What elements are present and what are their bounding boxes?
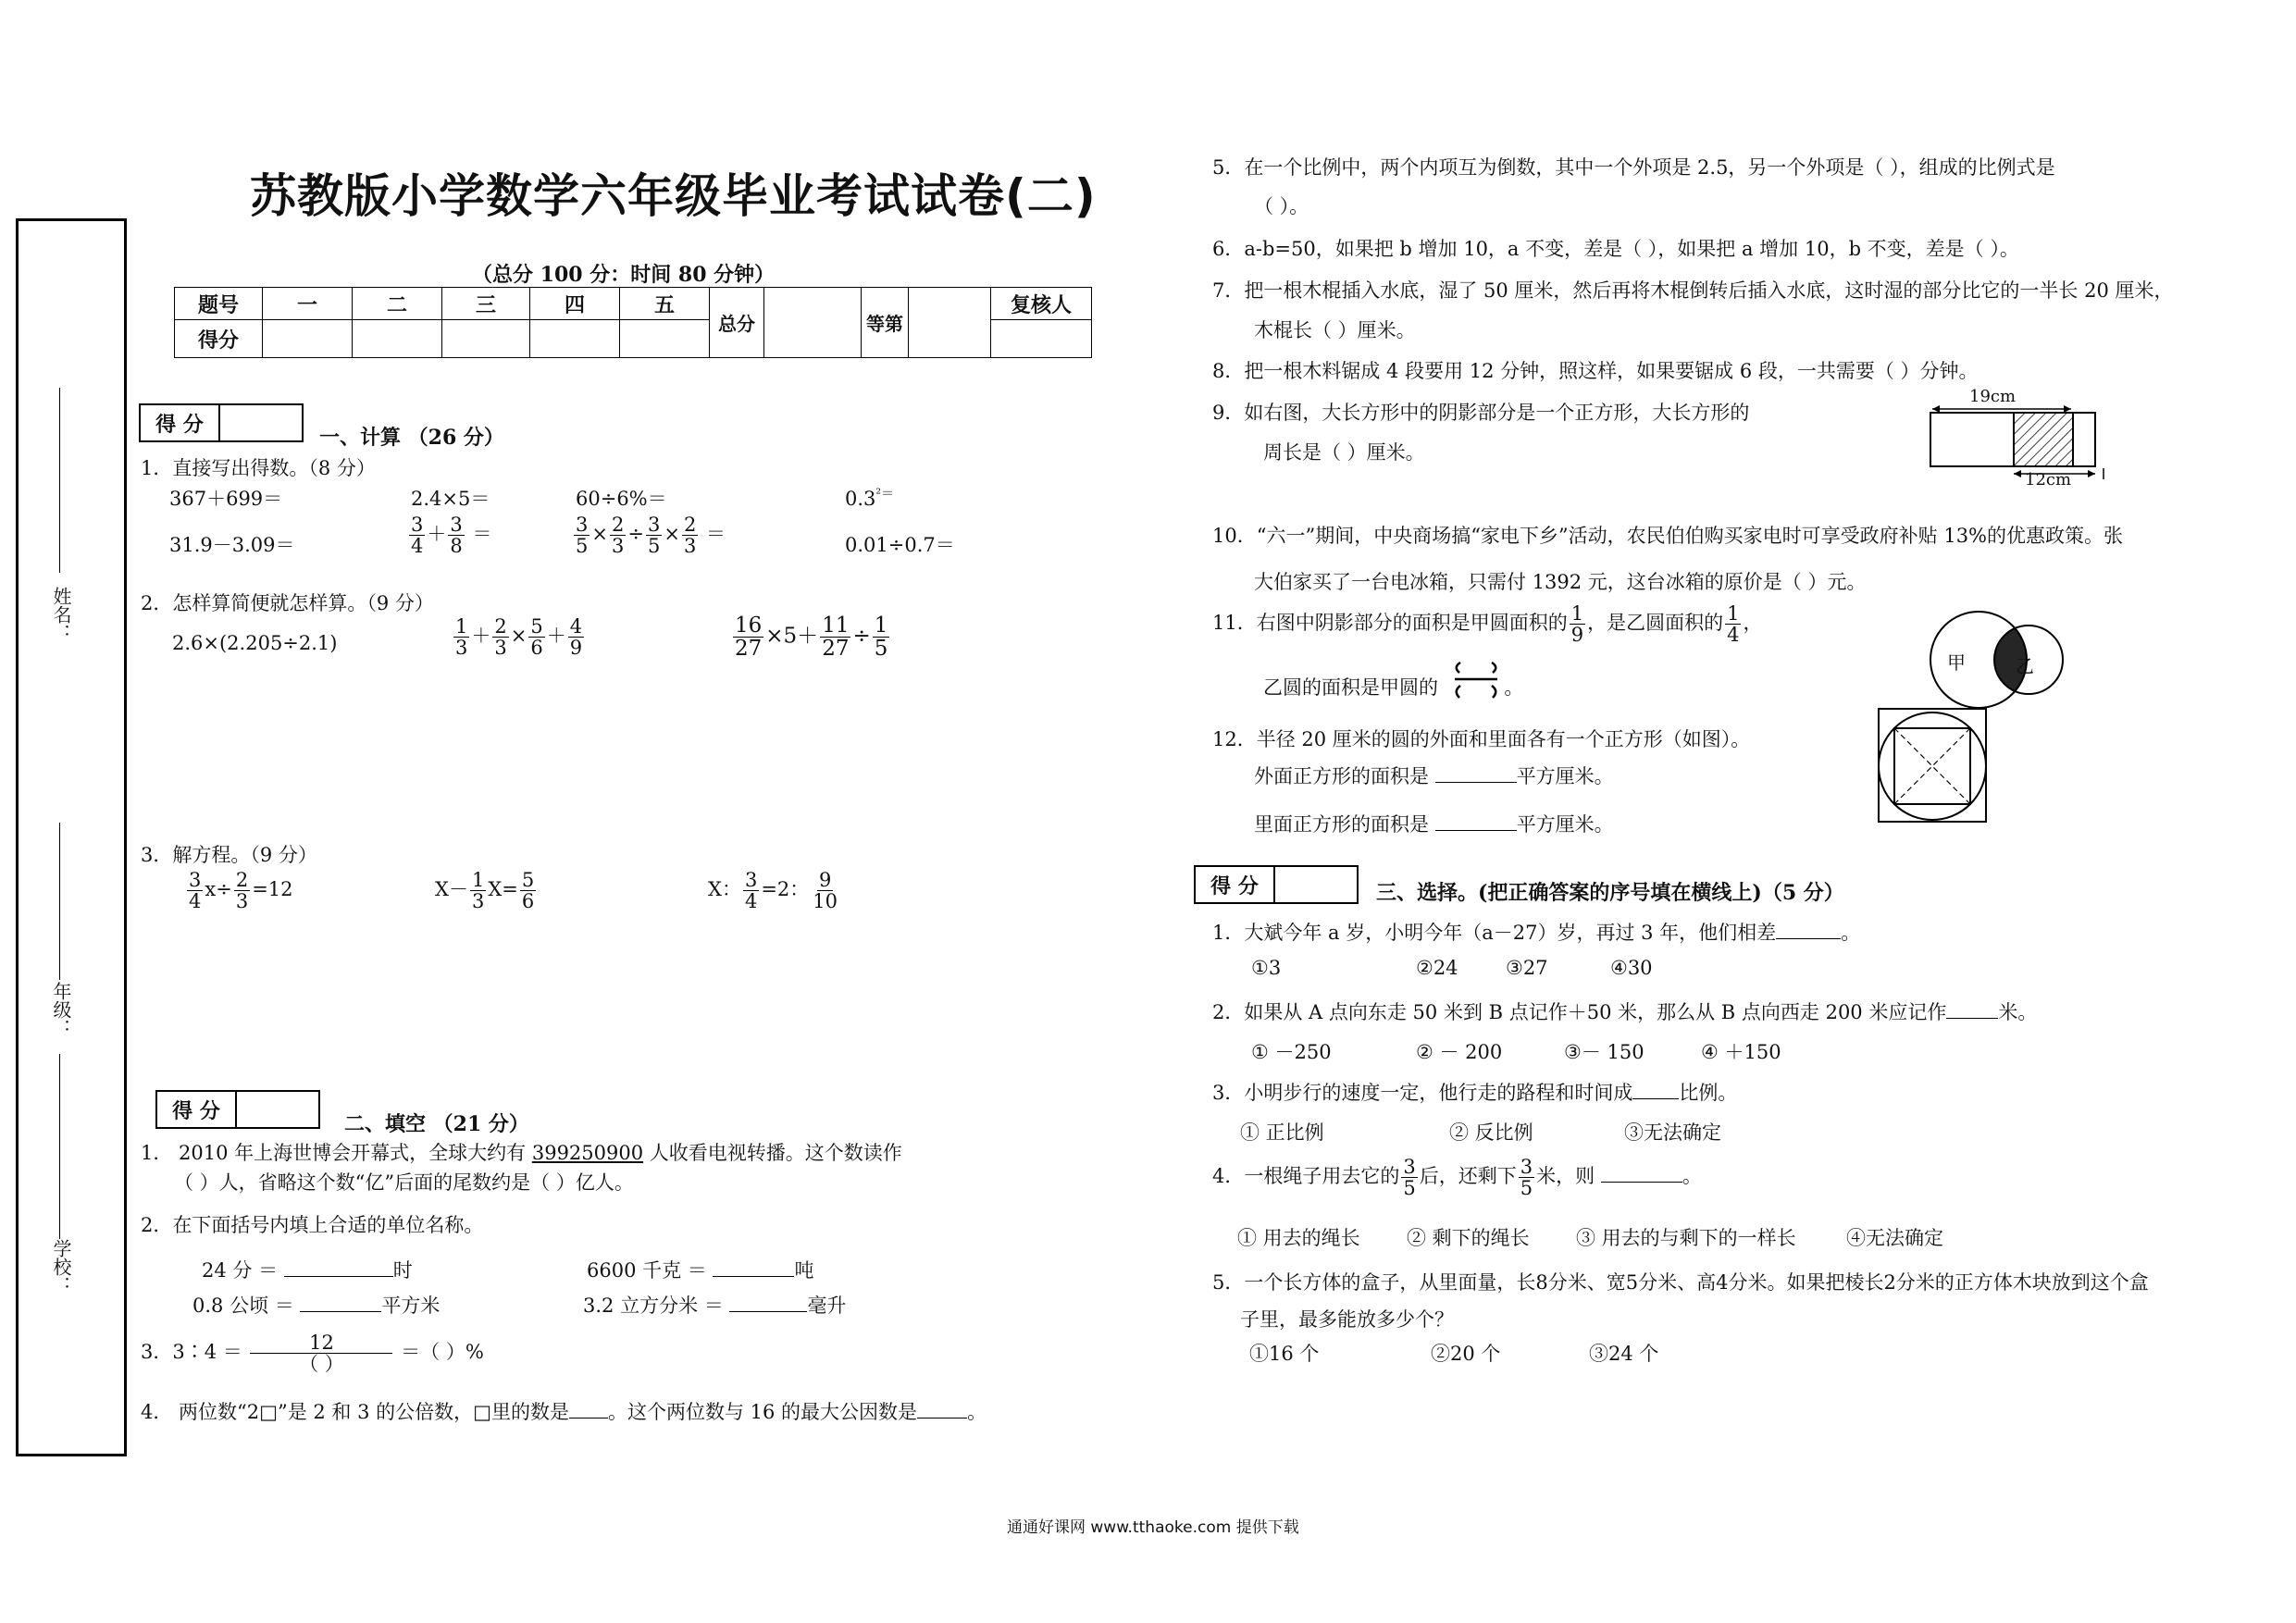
eq-text: x÷	[205, 878, 232, 901]
den: 8	[450, 535, 463, 558]
fill-blank[interactable]	[1435, 782, 1517, 783]
num: 3	[744, 869, 758, 891]
num: 12	[250, 1332, 392, 1354]
circle-b-label: 乙	[2016, 655, 2034, 677]
fill-q12-text: 平方厘米。	[1516, 813, 1614, 836]
circle-a-label: 甲	[1947, 651, 1966, 674]
fill-q5-blank[interactable]: （ ）。	[1254, 195, 1309, 217]
den: 5	[647, 535, 661, 558]
fill-q11-text: 。	[1504, 676, 1524, 699]
choice-q4-text: 。	[1682, 1165, 1702, 1188]
fill-q11	[1212, 603, 1762, 645]
unit-item	[587, 1256, 813, 1283]
calc-item: 31.9－3.09＝	[169, 534, 295, 556]
unit-text: 3.2 立方分米 ＝	[583, 1295, 724, 1317]
fill-q12-text: 平方厘米。	[1516, 765, 1614, 787]
fill-q5: 5．在一个比例中，两个内项互为倒数，其中一个外项是 2.5，另一个外项是（ ），组成的比例式是	[1212, 156, 2055, 179]
op: ×	[664, 523, 680, 546]
op: ＋	[546, 625, 566, 648]
calc-fraction-expr	[572, 514, 726, 556]
den[interactable]: （ ）	[299, 1353, 344, 1376]
choice-q4-text: 后，还剩下	[1419, 1165, 1517, 1188]
op: ÷	[627, 523, 644, 546]
school-label: 学校：	[50, 1239, 72, 1295]
den: 10	[813, 890, 838, 913]
score-cell[interactable]	[353, 320, 442, 358]
score-table-row-label: 得分	[175, 320, 263, 358]
unit-name: 平方米	[381, 1295, 441, 1317]
den: 6	[530, 637, 543, 660]
section-2-heading: 二、填空 （21 分）	[344, 1112, 529, 1136]
num: 16	[735, 613, 763, 638]
score-table-cell: 题号	[175, 288, 263, 320]
choice-q1	[1212, 918, 1860, 946]
den: 9	[569, 637, 583, 660]
score-table-cell: 二	[353, 288, 442, 320]
score-box-blank[interactable]	[237, 1092, 318, 1127]
fill-q4-text: 。	[967, 1401, 987, 1423]
den: 4	[744, 890, 758, 913]
den: 9	[1570, 624, 1584, 647]
answer-blank[interactable]	[1601, 1182, 1682, 1183]
choice-q5: 5．一个长方体的盒子，从里面量，长8分米、宽5分米、高4分米。如果把棱长2分米的正方体木块放到这个盒	[1212, 1271, 2149, 1294]
score-box-blank[interactable]	[220, 405, 302, 440]
num: 3	[576, 514, 589, 536]
unit-text: 0.8 公顷 ＝	[192, 1295, 294, 1317]
choice-option[interactable]: ④ ＋150	[1701, 1041, 1781, 1063]
choice-option[interactable]: ② 反比例	[1449, 1121, 1533, 1144]
den: 3	[455, 637, 468, 660]
fill-q12-inner	[1254, 810, 1614, 837]
answer-blank[interactable]	[1632, 1098, 1679, 1099]
eq-text: X=	[488, 878, 518, 901]
footer-credit: 通通好课网 www.tthaoke.com 提供下载	[1007, 1518, 1299, 1537]
unit-text: 24 分 ＝	[202, 1259, 279, 1282]
unit-blank[interactable]	[300, 1311, 381, 1312]
fill-q7: 7．把一根木棍插入水底，湿了 50 厘米，然后再将木棍倒转后插入水底，这时湿的部分比它的一半长 20 厘米，	[1212, 279, 2174, 302]
fill-blank[interactable]	[1435, 830, 1517, 831]
grade-label: 年级：	[50, 982, 72, 1037]
den: 3	[471, 890, 485, 913]
school-line	[59, 1054, 60, 1239]
score-table-grade: 等第	[862, 288, 909, 358]
calc-item: 60÷6%＝	[576, 488, 667, 510]
fill-q12-outer	[1254, 762, 1614, 789]
score-table-grade-value	[909, 288, 991, 358]
fill-q4	[141, 1397, 987, 1425]
choice-option[interactable]: ④30	[1610, 957, 1653, 979]
num: 3	[189, 869, 202, 891]
fill-q6: 6．a-b=50，如果把 b 增加 10，a 不变，差是（ ），如果把 a 增加 10，b 不变，差是（ ）。	[1212, 238, 2019, 260]
choice-option[interactable]: ②20 个	[1431, 1343, 1501, 1365]
num: 1	[874, 613, 888, 638]
calc-item: 367＋699＝	[169, 488, 283, 510]
fill-q1-text: 1． 2010 年上海世博会开幕式，全球大约有	[141, 1142, 527, 1164]
calc-fraction-expr	[407, 514, 491, 556]
choice-q1-text: 。	[1841, 922, 1861, 944]
choice-q4-text: 4．一根绳子用去它的	[1212, 1165, 1400, 1188]
fill-q9-blank: 周长是（ ）厘米。	[1263, 441, 1425, 464]
choice-q3-text: 比例。	[1679, 1082, 1738, 1104]
score-box-label: 得 分	[1196, 867, 1275, 902]
num: 2	[494, 615, 507, 638]
equation	[435, 870, 538, 911]
binding-margin	[16, 218, 127, 1456]
equation	[185, 870, 293, 911]
page-title: 苏教版小学数学六年级毕业考试试卷(二)	[250, 169, 1097, 223]
choice-q2-text: 米。	[1998, 1001, 2038, 1023]
fill-q3	[141, 1332, 484, 1374]
score-box-2	[155, 1090, 320, 1129]
den: 27	[735, 637, 763, 662]
eq-text: X－	[435, 878, 468, 901]
score-table	[174, 287, 1092, 358]
calc-item: 0.01÷0.7＝	[845, 534, 955, 556]
fill-q9: 9．如右图，大长方形中的阴影部分是一个正方形，大长方形的	[1212, 402, 1750, 424]
subtitle: （总分 100 分：时间 80 分钟）	[472, 263, 776, 287]
section-1-heading: 一、计算 （26 分）	[319, 426, 504, 450]
op: ×	[591, 523, 608, 546]
op: ×	[510, 625, 527, 648]
figure-9-bottom-label: 12cm	[2025, 470, 2072, 489]
fill-q12-text: 外面正方形的面积是	[1254, 765, 1429, 787]
op: ＋	[427, 523, 447, 546]
choice-q2-text: 2．如果从 A 点向东走 50 米到 B 点记作＋50 米，那么从 B 点向西走 200 米应记作	[1212, 1001, 1947, 1023]
fill-q12: 12．半径 20 厘米的圆的外面和里面各有一个正方形（如图）。	[1212, 728, 1751, 750]
num: 1	[471, 869, 485, 891]
choice-q4-text: 米，则	[1536, 1165, 1595, 1188]
rectangle-figure	[1925, 387, 2110, 489]
op: ＝	[706, 523, 726, 546]
num: 1	[1727, 602, 1740, 625]
score-table-cell: 一	[263, 288, 353, 320]
op: ＋	[471, 625, 491, 648]
calc-item: 2.4×5＝	[411, 488, 490, 510]
choice-q5-cont: 子里，最多能放多少个？	[1240, 1308, 1454, 1331]
unit-text: 6600 千克 ＝	[587, 1259, 707, 1282]
fill-q11-text: ，是乙圆面积的	[1587, 612, 1724, 635]
num: 1	[455, 615, 468, 638]
den: 4	[189, 890, 202, 913]
num: 1	[1570, 602, 1584, 625]
section-3-heading: 三、选择。(把正确答案的序号填在横线上)（5 分）	[1376, 881, 1844, 905]
equation	[708, 870, 841, 911]
unit-name: 时	[392, 1259, 413, 1282]
den: 3	[683, 535, 697, 558]
choice-option[interactable]: ③－ 150	[1564, 1041, 1644, 1063]
overlapping-circles-figure	[1916, 611, 2064, 712]
num: 3	[1403, 1156, 1416, 1178]
choice-q3	[1212, 1078, 1737, 1106]
den: 5	[1520, 1177, 1533, 1200]
eq-text: =2：	[761, 878, 810, 901]
choice-q2	[1212, 997, 2037, 1025]
question-1-3: 3．解方程。（9 分）	[141, 844, 317, 866]
fill-q3-text: 3．3∶4 ＝	[141, 1341, 242, 1364]
answer-blank[interactable]	[1776, 938, 1841, 939]
choice-option[interactable]: ① 用去的绳长	[1237, 1227, 1360, 1249]
den: 4	[411, 535, 424, 558]
unit-item	[583, 1291, 846, 1319]
choice-option[interactable]: ①3	[1251, 957, 1282, 979]
unit-name: 吨	[794, 1259, 814, 1282]
fill-q4-text: 4． 两位数“2□”是 2 和 3 的公倍数，□里的数是	[141, 1401, 569, 1423]
fill-q11-text: 乙圆的面积是甲圆的	[1263, 676, 1438, 699]
fill-q2: 2．在下面括号内填上合适的单位名称。	[141, 1214, 484, 1236]
score-cell[interactable]	[530, 320, 620, 358]
score-table-cell: 三	[442, 288, 530, 320]
fill-q1-text: 人收看电视转播。这个数读作	[649, 1142, 902, 1164]
num: 5	[521, 869, 535, 891]
choice-option[interactable]: ①16 个	[1249, 1343, 1320, 1365]
question-1-2: 2．怎样算简便就怎样算。（9 分）	[141, 592, 434, 614]
op: ×5＋	[765, 624, 819, 649]
name-label: 姓名：	[50, 587, 72, 642]
num: 3	[411, 514, 424, 536]
fraction-blank-icon[interactable]	[1451, 659, 1501, 701]
fill-q10: 10．“六一”期间，中央商场搞“家电下乡”活动，农民伯伯购买家电时可享受政府补贴 13%的优惠政策。张	[1212, 525, 2124, 547]
simplify-expr: 2.6×(2.205÷2.1)	[172, 632, 338, 654]
num: 5	[530, 615, 543, 638]
fill-blank[interactable]	[569, 1418, 608, 1419]
num: 3	[450, 514, 463, 536]
choice-option[interactable]: ③27	[1506, 957, 1548, 979]
choice-option[interactable]: ② － 200	[1416, 1041, 1503, 1063]
eq-text: X：	[708, 878, 741, 901]
score-box-3	[1194, 865, 1359, 904]
fill-q4-text: 。这个两位数与 16 的最大公因数是	[607, 1401, 918, 1423]
score-table-total-value	[764, 288, 862, 358]
name-line	[59, 388, 60, 573]
unit-blank[interactable]	[729, 1311, 807, 1312]
calc-item	[845, 484, 894, 510]
den: 3	[611, 535, 625, 558]
score-box-label: 得 分	[157, 1092, 237, 1127]
den: 3	[235, 890, 249, 913]
fill-q12-text: 里面正方形的面积是	[1254, 813, 1429, 836]
fill-q11-text: ，	[1743, 612, 1763, 635]
choice-option[interactable]: ① －250	[1251, 1041, 1332, 1063]
fill-q10-blank: 大伯家买了一台电冰箱，只需付 1392 元，这台冰箱的原价是（ ）元。	[1254, 571, 1867, 593]
op: ÷	[852, 624, 871, 649]
num: 3	[647, 514, 661, 536]
score-box-blank[interactable]	[1275, 867, 1357, 902]
answer-blank[interactable]	[1946, 1018, 1998, 1019]
fill-q1-number: 399250900	[531, 1142, 644, 1164]
grade-line	[59, 823, 60, 980]
num: 2	[683, 514, 697, 536]
fill-q1-blanks[interactable]: （ ）人，省略这个数“亿”后面的尾数约是（ ）亿人。	[174, 1171, 634, 1194]
num: 9	[818, 869, 832, 891]
unit-blank[interactable]	[284, 1276, 393, 1277]
eq-text: =12	[252, 878, 293, 901]
score-box-label: 得 分	[141, 405, 220, 440]
fill-q1	[141, 1138, 902, 1166]
fill-q3-text: ＝（ ）%	[401, 1341, 484, 1364]
score-cell[interactable]	[442, 320, 530, 358]
reviewer-cell[interactable]	[991, 320, 1092, 358]
den: 5	[576, 535, 589, 558]
simplify-expr	[731, 614, 891, 660]
unit-name: 毫升	[807, 1295, 847, 1317]
choice-option[interactable]: ① 正比例	[1240, 1121, 1324, 1144]
den: 6	[521, 890, 535, 913]
calc-base: 0.3	[845, 488, 876, 510]
choice-q3-text: 3．小明步行的速度一定，他行走的路程和时间成	[1212, 1082, 1633, 1104]
score-table-reviewer: 复核人	[991, 288, 1092, 320]
score-cell[interactable]	[620, 320, 710, 358]
choice-option[interactable]: ②24	[1416, 957, 1458, 979]
score-cell[interactable]	[263, 320, 353, 358]
score-table-total: 总分	[710, 288, 764, 358]
num: 11	[822, 613, 850, 638]
choice-option[interactable]: ③24 个	[1589, 1343, 1659, 1365]
den: 5	[874, 637, 888, 662]
choice-option[interactable]: ③无法确定	[1624, 1121, 1721, 1144]
fill-q7-blank: 木棍长（ ）厘米。	[1254, 319, 1416, 341]
num: 2	[235, 869, 249, 891]
score-box-1	[139, 403, 304, 442]
choice-option[interactable]: ② 剩下的绳长	[1407, 1227, 1530, 1249]
score-table-cell: 四	[530, 288, 620, 320]
den: 3	[494, 637, 507, 660]
fill-blank[interactable]	[917, 1418, 967, 1419]
unit-blank[interactable]	[713, 1276, 794, 1277]
question-1-1: 1．直接写出得数。（8 分）	[141, 457, 376, 479]
figure-9-top-label: 19cm	[1969, 387, 2017, 406]
num: 4	[569, 615, 583, 638]
calc-exp: ²＝	[875, 487, 895, 502]
simplify-expr	[452, 616, 586, 658]
num: 3	[1520, 1156, 1533, 1178]
num: 2	[611, 514, 625, 536]
fill-q11-text: 11．右图中阴影部分的面积是甲圆面积的	[1212, 612, 1568, 635]
den: 5	[1403, 1177, 1416, 1200]
choice-q1-text: 1．大斌今年 a 岁，小明今年（a－27）岁，再过 3 年，他们相差	[1212, 922, 1777, 944]
den: 27	[822, 637, 850, 662]
choice-option[interactable]: ④无法确定	[1846, 1227, 1943, 1249]
score-table-cell: 五	[620, 288, 710, 320]
op: ＝	[472, 523, 492, 546]
den: 4	[1727, 624, 1740, 647]
choice-option[interactable]: ③ 用去的与剩下的一样长	[1576, 1227, 1796, 1249]
circle-square-figure	[1875, 705, 1990, 825]
unit-item	[192, 1291, 440, 1319]
choice-q4	[1212, 1157, 1702, 1198]
fill-q8: 8．把一根木料锯成 4 段要用 12 分钟，照这样，如果要锯成 6 段，一共需要（ ）分钟。	[1212, 360, 1979, 382]
unit-item	[202, 1256, 413, 1283]
